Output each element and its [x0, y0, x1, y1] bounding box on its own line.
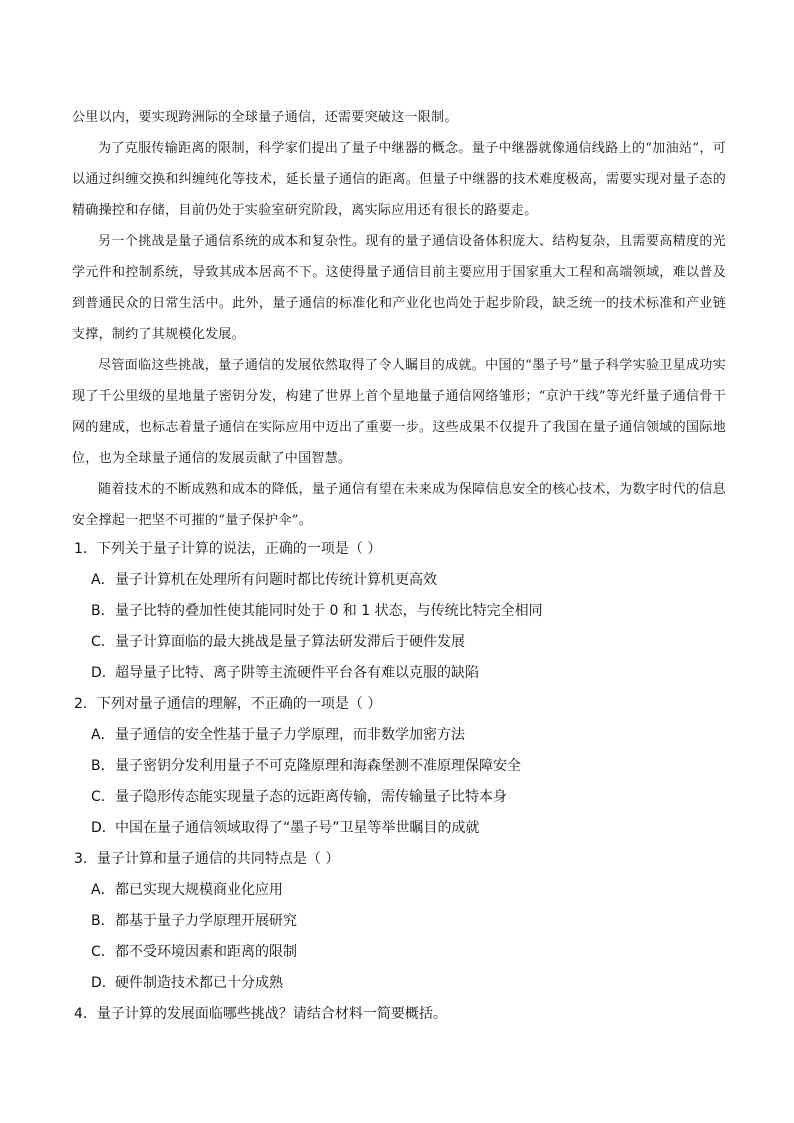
- question-3: [74, 844, 734, 999]
- option-text: 都基于量子力学原理开展研究: [115, 913, 297, 929]
- option-text: 量子计算面临的最大挑战是量子算法研发滞后于硬件发展: [115, 634, 465, 650]
- question-stem: 3．量子计算和量子通信的共同特点是（ ）: [74, 851, 340, 867]
- option-c: [74, 782, 734, 813]
- option-text: 量子比特的叠加性使其能同时处于 0 和 1 状态，与传统比特完全相同: [115, 603, 543, 619]
- passage-paragraph: 为了克服传输距离的限制，科学家们提出了量子中继器的概念。量子中继器就像通信线路上的“加油站”，可以通过纠缠交换和纠缠纯化等技术，延长量子通信的距离。但量子中继器的技术难度极高，需要实现对量子态的精确操控和存储，目前仍处于实验室研究阶段，离实际应用还有很长的路要走。: [72, 141, 726, 218]
- option-b: [74, 596, 734, 627]
- option-letter: D．: [91, 665, 116, 681]
- option-a: [74, 720, 734, 751]
- option-text: 量子密钥分发利用量子不可克隆原理和海森堡测不准原理保障安全: [115, 758, 521, 774]
- option-b: [74, 751, 734, 782]
- option-b: [74, 906, 734, 937]
- question-stem: 2．下列对量子通信的理解，不正确的一项是（ ）: [74, 696, 382, 712]
- option-text: 超导量子比特、离子阱等主流硬件平台各有难以克服的缺陷: [115, 665, 479, 681]
- question-1: [74, 534, 734, 689]
- option-c: [74, 937, 734, 968]
- reading-passage: [72, 102, 726, 536]
- option-letter: B．: [91, 758, 115, 774]
- question-2: [74, 689, 734, 844]
- option-a: [74, 565, 734, 596]
- option-letter: B．: [91, 603, 115, 619]
- option-text: 都不受环境因素和距离的限制: [115, 944, 297, 960]
- option-letter: C．: [91, 789, 115, 805]
- option-text: 硬件制造技术都已十分成熟: [115, 975, 283, 991]
- passage-paragraph: 公里以内，要实现跨洲际的全球量子通信，还需要突破这一限制。: [72, 110, 458, 125]
- option-a: [74, 875, 734, 906]
- question-stem: 1．下列关于量子计算的说法，正确的一项是（ ）: [74, 541, 382, 557]
- option-text: 量子隐形传态能实现量子态的远距离传输，需传输量子比特本身: [115, 789, 507, 805]
- option-text: 量子通信的安全性基于量子力学原理，而非数学加密方法: [115, 727, 465, 743]
- option-letter: A．: [91, 882, 115, 898]
- option-text: 量子计算机在处理所有问题时都比传统计算机更高效: [115, 572, 437, 588]
- option-letter: C．: [91, 944, 115, 960]
- option-d: [74, 968, 734, 999]
- question-list: [74, 534, 734, 1030]
- option-letter: D．: [91, 820, 116, 836]
- option-d: [74, 658, 734, 689]
- option-text: 中国在量子通信领域取得了“墨子号”卫星等举世瞩目的成就: [115, 820, 480, 836]
- passage-paragraph: 随着技术的不断成熟和成本的降低，量子通信有望在未来成为保障信息安全的核心技术，为数字时代的信息安全撑起一把坚不可摧的“量子保护伞”。: [72, 482, 726, 528]
- option-letter: A．: [91, 572, 115, 588]
- option-d: [74, 813, 734, 844]
- option-letter: D．: [91, 975, 116, 991]
- option-letter: B．: [91, 913, 115, 929]
- question-stem: 4．量子计算的发展面临哪些挑战？请结合材料一简要概括。: [74, 1006, 447, 1022]
- option-letter: C．: [91, 634, 115, 650]
- option-letter: A．: [91, 727, 115, 743]
- passage-paragraph: 另一个挑战是量子通信系统的成本和复杂性。现有的量子通信设备体积庞大、结构复杂，且需要高精度的光学元件和控制系统，导致其成本居高不下。这使得量子通信目前主要应用于国家重大工程和高端领域，难以普及到普通民众的日常生活中。此外，量子通信的标准化和产业化也尚处于起步阶段，缺乏统一的技术标准和产业链支撑，制约了其规模化发展。: [72, 234, 726, 342]
- question-4: [74, 999, 734, 1030]
- option-c: [74, 627, 734, 658]
- option-text: 都已实现大规模商业化应用: [115, 882, 283, 898]
- passage-paragraph: 尽管面临这些挑战，量子通信的发展依然取得了令人瞩目的成就。中国的“墨子号”量子科学实验卫星成功实现了千公里级的星地量子密钥分发，构建了世界上首个星地量子通信网络雏形；“京沪干线”等光纤量子通信骨干网的建成，也标志着量子通信在实际应用中迈出了重要一步。这些成果不仅提升了我国在量子通信领域的国际地位，也为全球量子通信的发展贡献了中国智慧。: [72, 358, 726, 466]
